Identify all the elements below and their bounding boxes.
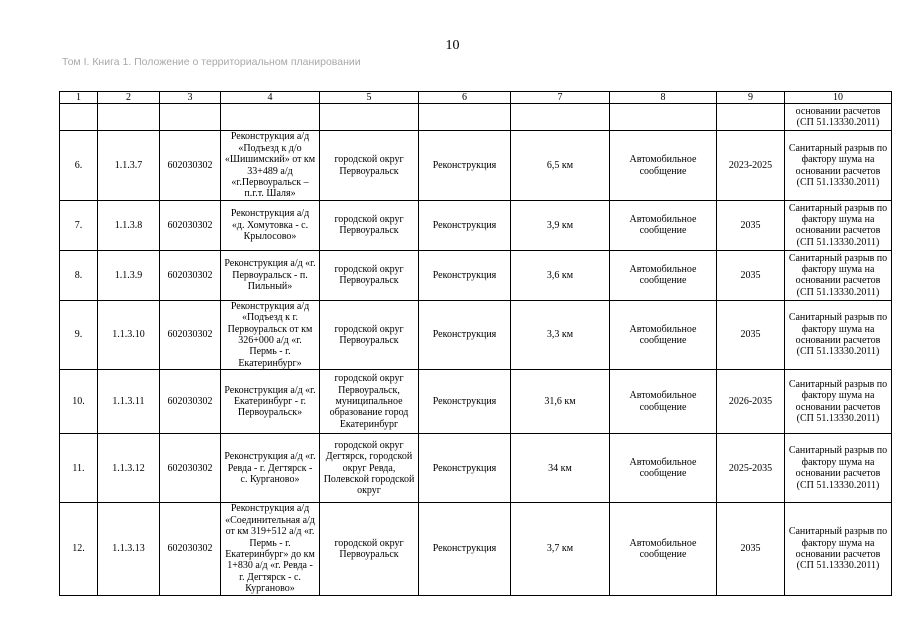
column-header: 10 [785, 92, 892, 104]
length: 6,5 км [511, 131, 610, 200]
data-table [59, 91, 892, 596]
object-name: Реконструкция а/д «д. Хомутовка - с. Крылосово» [221, 200, 320, 250]
item-code: 1.1.3.13 [98, 503, 160, 595]
row-number: 12. [60, 503, 98, 595]
item-code: 1.1.3.8 [98, 200, 160, 250]
row-number: 10. [60, 370, 98, 434]
table-cell [160, 104, 221, 131]
table-row [60, 200, 892, 250]
period: 2035 [717, 300, 785, 369]
work-type: Реконструкция [419, 250, 511, 300]
classifier-code: 602030302 [160, 370, 221, 434]
column-header: 4 [221, 92, 320, 104]
document-header: Том I. Книга 1. Положение о территориальном планировании [62, 56, 361, 68]
period: 2035 [717, 250, 785, 300]
column-header: 5 [320, 92, 419, 104]
length: 34 км [511, 434, 610, 503]
column-header: 8 [610, 92, 717, 104]
classifier-code: 602030302 [160, 503, 221, 595]
period: 2025-2035 [717, 434, 785, 503]
item-code: 1.1.3.12 [98, 434, 160, 503]
table-cell [98, 104, 160, 131]
work-type: Реконструкция [419, 434, 511, 503]
location: городской округ Первоуральск, муниципальное образование город Екатеринбург [320, 370, 419, 434]
table-row [60, 503, 892, 595]
table-header-row [60, 92, 892, 104]
column-header: 6 [419, 92, 511, 104]
row-number: 9. [60, 300, 98, 369]
classifier-code: 602030302 [160, 131, 221, 200]
column-header: 9 [717, 92, 785, 104]
purpose: Автомобильное сообщение [610, 200, 717, 250]
table-cell: основании расчетов (СП 51.13330.2011) [785, 104, 892, 131]
column-header: 2 [98, 92, 160, 104]
work-type: Реконструкция [419, 370, 511, 434]
item-code: 1.1.3.11 [98, 370, 160, 434]
classifier-code: 602030302 [160, 434, 221, 503]
page-number: 10 [445, 38, 460, 53]
purpose: Автомобильное сообщение [610, 250, 717, 300]
table-row [60, 250, 892, 300]
object-name: Реконструкция а/д «г. Ревда - г. Дегтярск - с. Курганово» [221, 434, 320, 503]
purpose: Автомобильное сообщение [610, 503, 717, 595]
table-cell [221, 104, 320, 131]
table-row [60, 370, 892, 434]
table-row [60, 434, 892, 503]
object-name: Реконструкция а/д «г. Первоуральск - п. Пильный» [221, 250, 320, 300]
row-number: 8. [60, 250, 98, 300]
period: 2035 [717, 200, 785, 250]
location: городской округ Первоуральск [320, 131, 419, 200]
classifier-code: 602030302 [160, 250, 221, 300]
purpose: Автомобильное сообщение [610, 434, 717, 503]
object-name: Реконструкция а/д «Соединительная а/д от км 319+512 а/д «г. Пермь - г. Екатеринбург» до км 1+830 а/д «г. Ревда - г. Дегтярск - с. Курганово» [221, 503, 320, 595]
column-header: 7 [511, 92, 610, 104]
continuation-row [60, 104, 892, 131]
period: 2026-2035 [717, 370, 785, 434]
row-number: 6. [60, 131, 98, 200]
table-cell [511, 104, 610, 131]
length: 3,6 км [511, 250, 610, 300]
table-cell [60, 104, 98, 131]
row-number: 7. [60, 200, 98, 250]
column-header: 1 [60, 92, 98, 104]
period: 2023-2025 [717, 131, 785, 200]
object-name: Реконструкция а/д «Подъезд к г. Первоуральск от км 326+000 а/д «г. Пермь - г. Екатеринбург» [221, 300, 320, 369]
zone-description: Санитарный разрыв по фактору шума на основании расчетов (СП 51.13330.2011) [785, 503, 892, 595]
length: 31,6 км [511, 370, 610, 434]
row-number: 11. [60, 434, 98, 503]
column-header: 3 [160, 92, 221, 104]
table-cell [610, 104, 717, 131]
length: 3,7 км [511, 503, 610, 595]
work-type: Реконструкция [419, 300, 511, 369]
zone-description: Санитарный разрыв по фактору шума на основании расчетов (СП 51.13330.2011) [785, 250, 892, 300]
purpose: Автомобильное сообщение [610, 370, 717, 434]
work-type: Реконструкция [419, 131, 511, 200]
location: городской округ Дегтярск, городской округ Ревда, Полевской городской округ [320, 434, 419, 503]
location: городской округ Первоуральск [320, 503, 419, 595]
zone-description: Санитарный разрыв по фактору шума на основании расчетов (СП 51.13330.2011) [785, 434, 892, 503]
purpose: Автомобильное сообщение [610, 131, 717, 200]
item-code: 1.1.3.7 [98, 131, 160, 200]
item-code: 1.1.3.9 [98, 250, 160, 300]
classifier-code: 602030302 [160, 200, 221, 250]
table-cell [320, 104, 419, 131]
zone-description: Санитарный разрыв по фактору шума на основании расчетов (СП 51.13330.2011) [785, 300, 892, 369]
location: городской округ Первоуральск [320, 250, 419, 300]
table-row [60, 300, 892, 369]
table-cell [717, 104, 785, 131]
table-row [60, 131, 892, 200]
zone-description: Санитарный разрыв по фактору шума на основании расчетов (СП 51.13330.2011) [785, 370, 892, 434]
object-name: Реконструкция а/д «г. Екатеринбург - г. Первоуральск» [221, 370, 320, 434]
length: 3,3 км [511, 300, 610, 369]
object-name: Реконструкция а/д «Подъезд к д/о «Шишимский» от км 33+489 а/д «г.Первоуральск – п.г.т. Шаля» [221, 131, 320, 200]
work-type: Реконструкция [419, 200, 511, 250]
location: городской округ Первоуральск [320, 200, 419, 250]
location: городской округ Первоуральск [320, 300, 419, 369]
zone-description: Санитарный разрыв по фактору шума на основании расчетов (СП 51.13330.2011) [785, 131, 892, 200]
work-type: Реконструкция [419, 503, 511, 595]
item-code: 1.1.3.10 [98, 300, 160, 369]
zone-description: Санитарный разрыв по фактору шума на основании расчетов (СП 51.13330.2011) [785, 200, 892, 250]
table-cell [419, 104, 511, 131]
classifier-code: 602030302 [160, 300, 221, 369]
period: 2035 [717, 503, 785, 595]
purpose: Автомобильное сообщение [610, 300, 717, 369]
length: 3,9 км [511, 200, 610, 250]
